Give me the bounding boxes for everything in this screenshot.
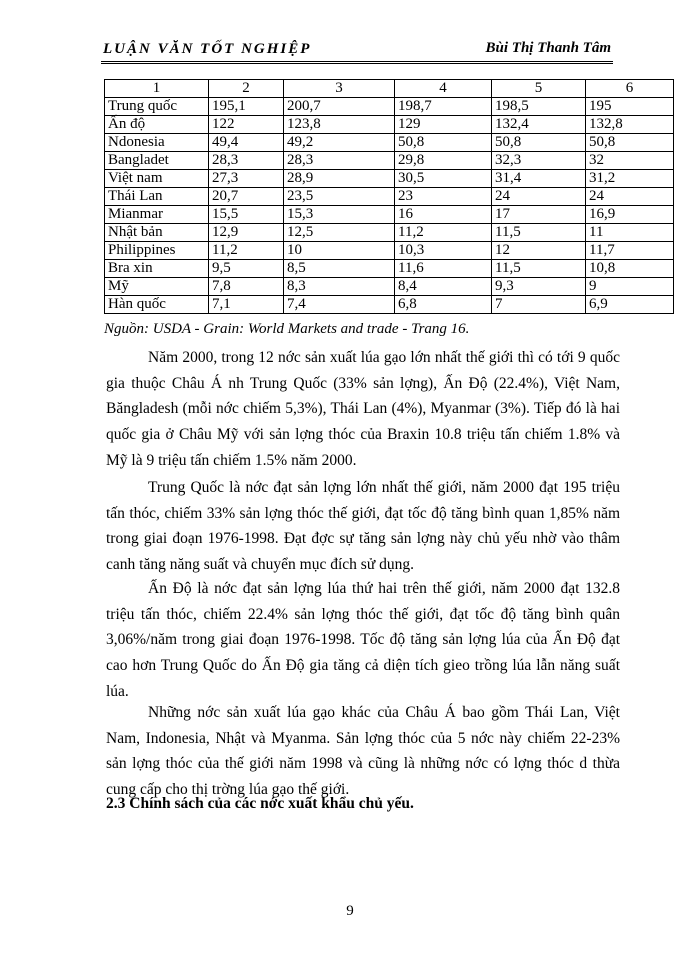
rice-production-table bbox=[104, 79, 674, 314]
value-cell: 27,3 bbox=[209, 170, 284, 188]
country-cell: Nhật bản bbox=[105, 224, 209, 242]
country-cell: Bra xin bbox=[105, 260, 209, 278]
value-cell: 12,9 bbox=[209, 224, 284, 242]
value-cell: 50,8 bbox=[492, 134, 586, 152]
value-cell: 6,8 bbox=[395, 296, 492, 314]
header-author-name: Bùi Thị Thanh Tâm bbox=[485, 40, 611, 56]
country-cell: Bangladet bbox=[105, 152, 209, 170]
country-cell: Philippines bbox=[105, 242, 209, 260]
value-cell: 200,7 bbox=[284, 98, 395, 116]
section-heading: 2.3 Chính sách của các nớc xuất khẩu chủ yếu. bbox=[106, 795, 414, 812]
value-cell: 11,5 bbox=[492, 224, 586, 242]
value-cell: 31,4 bbox=[492, 170, 586, 188]
country-cell: Mỹ bbox=[105, 278, 209, 296]
table-row bbox=[105, 242, 674, 260]
value-cell: 12 bbox=[492, 242, 586, 260]
table-row bbox=[105, 260, 674, 278]
value-cell: 122 bbox=[209, 116, 284, 134]
value-cell: 132,8 bbox=[586, 116, 674, 134]
value-cell: 15,5 bbox=[209, 206, 284, 224]
value-cell: 11,2 bbox=[395, 224, 492, 242]
table-row bbox=[105, 206, 674, 224]
value-cell: 50,8 bbox=[586, 134, 674, 152]
value-cell: 23,5 bbox=[284, 188, 395, 206]
value-cell: 123,8 bbox=[284, 116, 395, 134]
value-cell: 32,3 bbox=[492, 152, 586, 170]
table-row bbox=[105, 188, 674, 206]
country-cell: Ấn độ bbox=[105, 116, 209, 134]
value-cell: 28,9 bbox=[284, 170, 395, 188]
value-cell: 7,8 bbox=[209, 278, 284, 296]
table-header-cell: 6 bbox=[586, 80, 674, 98]
value-cell: 6,9 bbox=[586, 296, 674, 314]
value-cell: 49,2 bbox=[284, 134, 395, 152]
value-cell: 15,3 bbox=[284, 206, 395, 224]
value-cell: 11 bbox=[586, 224, 674, 242]
value-cell: 132,4 bbox=[492, 116, 586, 134]
country-cell: Việt nam bbox=[105, 170, 209, 188]
table-header-cell: 1 bbox=[105, 80, 209, 98]
value-cell: 7,4 bbox=[284, 296, 395, 314]
table-header-cell: 4 bbox=[395, 80, 492, 98]
value-cell: 9,3 bbox=[492, 278, 586, 296]
value-cell: 16,9 bbox=[586, 206, 674, 224]
page-header bbox=[101, 40, 613, 62]
table-source-note: Nguồn: USDA - Grain: World Markets and trade - Trang 16. bbox=[104, 321, 470, 337]
table-header-cell: 3 bbox=[284, 80, 395, 98]
value-cell: 23 bbox=[395, 188, 492, 206]
value-cell: 198,5 bbox=[492, 98, 586, 116]
header-rule bbox=[101, 61, 613, 64]
paragraph-1: Năm 2000, trong 12 nớc sản xuất lúa gạo lớn nhất thế giới thì có tới 9 quốc gia thuộc Châu Á nh Trung Quốc (33% sản lợng), Ấn Độ (22.4%), Việt Nam, Băngladesh (mỗi nớc chiếm 5,3%), Thái Lan (4%), Myanmar (3%). Tiếp đó là hai quốc gia ở Châu Mỹ với sản lợng thóc của Braxin 10.8 triệu tấn chiếm 1.8% và Mỹ là 9 triệu tấn chiếm 1.5% năm 2000. bbox=[106, 349, 620, 469]
paragraph-4: Những nớc sản xuất lúa gạo khác của Châu Á bao gồm Thái Lan, Việt Nam, Indonesia, Nhật và Myanma. Sản lợng thóc của 5 nớc này chiếm 22-23% sản lợng thóc của thế giới năm 1998 và cũng là những nớc có lợng thóc d thừa cung cấp cho thị trờng lúa gạo thế giới. bbox=[106, 704, 620, 799]
value-cell: 8,5 bbox=[284, 260, 395, 278]
value-cell: 31,2 bbox=[586, 170, 674, 188]
country-cell: Hàn quốc bbox=[105, 296, 209, 314]
value-cell: 198,7 bbox=[395, 98, 492, 116]
value-cell: 49,4 bbox=[209, 134, 284, 152]
country-cell: Ndonesia bbox=[105, 134, 209, 152]
value-cell: 16 bbox=[395, 206, 492, 224]
table-row bbox=[105, 152, 674, 170]
value-cell: 8,4 bbox=[395, 278, 492, 296]
value-cell: 8,3 bbox=[284, 278, 395, 296]
table-row bbox=[105, 278, 674, 296]
country-cell: Thái Lan bbox=[105, 188, 209, 206]
value-cell: 195,1 bbox=[209, 98, 284, 116]
paragraph-3: Ấn Độ là nớc đạt sản lợng lúa thứ hai trên thế giới, năm 2000 đạt 132.8 triệu tấn thóc, chiếm 22.4% sản lợng thóc thế giới, đạt tốc độ tăng bình quân 3,06%/năm trong giai đoạn 1976-1998. Tốc độ tăng sản lợng lúa của Ấn Độ đạt cao hơn Trung Quốc do Ấn Độ gia tăng cả diện tích gieo trồng lúa lẫn năng suất lúa. bbox=[106, 580, 620, 700]
value-cell: 20,7 bbox=[209, 188, 284, 206]
paragraph-2: Trung Quốc là nớc đạt sản lợng lớn nhất thế giới, năm 2000 đạt 195 triệu tấn thóc, chiếm 33% sản lợng thóc thế giới, đạt tốc độ tăng bình quan 1,85% năm trong giai đoạn 1976-1998. Đạt đợc sự tăng sản lợng này chủ yếu nhờ vào thâm canh tăng năng suất và chuyển mục đích sử dụng. bbox=[106, 479, 620, 574]
value-cell: 50,8 bbox=[395, 134, 492, 152]
table-row bbox=[105, 116, 674, 134]
value-cell: 7 bbox=[492, 296, 586, 314]
value-cell: 9 bbox=[586, 278, 674, 296]
table-row bbox=[105, 98, 674, 116]
value-cell: 28,3 bbox=[209, 152, 284, 170]
value-cell: 10,3 bbox=[395, 242, 492, 260]
value-cell: 12,5 bbox=[284, 224, 395, 242]
value-cell: 11,6 bbox=[395, 260, 492, 278]
page-number: 9 bbox=[346, 903, 354, 919]
value-cell: 7,1 bbox=[209, 296, 284, 314]
value-cell: 11,2 bbox=[209, 242, 284, 260]
table-row bbox=[105, 224, 674, 242]
value-cell: 9,5 bbox=[209, 260, 284, 278]
table-header-cell: 5 bbox=[492, 80, 586, 98]
value-cell: 11,7 bbox=[586, 242, 674, 260]
value-cell: 10 bbox=[284, 242, 395, 260]
table-row bbox=[105, 134, 674, 152]
header-thesis-title: LUẬN VĂN TỐT NGHIỆP bbox=[103, 41, 312, 57]
value-cell: 195 bbox=[586, 98, 674, 116]
country-cell: Trung quốc bbox=[105, 98, 209, 116]
country-cell: Mianmar bbox=[105, 206, 209, 224]
value-cell: 11,5 bbox=[492, 260, 586, 278]
table-row bbox=[105, 170, 674, 188]
table-header-cell: 2 bbox=[209, 80, 284, 98]
table-header-row bbox=[105, 80, 674, 98]
value-cell: 10,8 bbox=[586, 260, 674, 278]
value-cell: 17 bbox=[492, 206, 586, 224]
value-cell: 24 bbox=[492, 188, 586, 206]
value-cell: 28,3 bbox=[284, 152, 395, 170]
value-cell: 24 bbox=[586, 188, 674, 206]
value-cell: 129 bbox=[395, 116, 492, 134]
table-row bbox=[105, 296, 674, 314]
value-cell: 29,8 bbox=[395, 152, 492, 170]
value-cell: 30,5 bbox=[395, 170, 492, 188]
value-cell: 32 bbox=[586, 152, 674, 170]
